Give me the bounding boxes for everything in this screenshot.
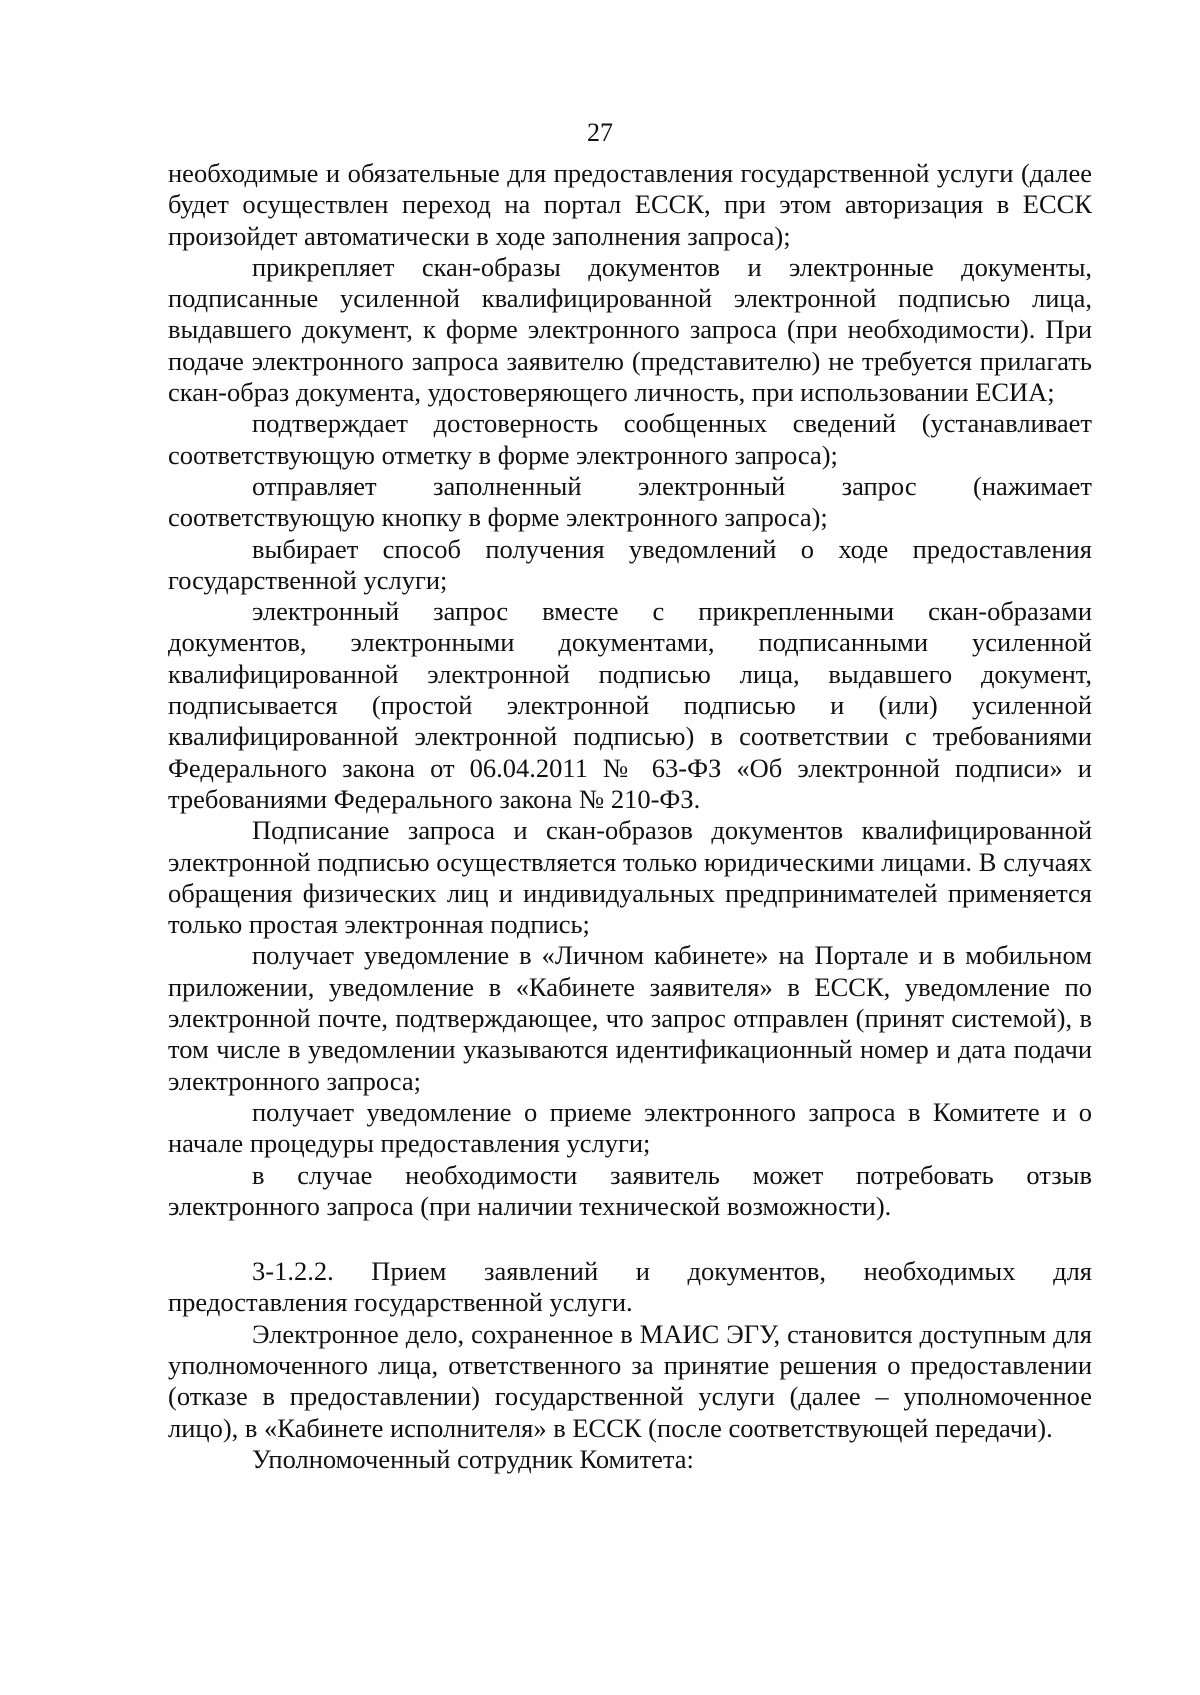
paragraph-attach-scans: прикрепляет скан-образы документов и электронные документы, подписанные усиленной квалифицированной электронной подписью лица, выдавшего документ, к форме электронного запроса (при необходимости). При подаче электронного запроса заявителю (представителю) не требуется прилагать скан-образ документа, удостоверяющего личность, при использовании ЕСИА; (168, 251, 1092, 408)
paragraph-electronic-case: Электронное дело, сохраненное в МАИС ЭГУ, становится доступным для уполномоченного лица, ответственного за принятие решения о предоставлении (отказе в предоставлении) государственной услуги (далее – уполномоченное лицо), в «Кабинете исполнителя» в ЕССК (после соответствующей передачи). (168, 1318, 1092, 1443)
page-number: 27 (587, 118, 613, 147)
paragraph-qualified-signature: Подписание запроса и скан-образов документов квалифицированной электронной подписью осуществляется только юридическими лицами. В случаях обращения физических лиц и индивидуальных предпринимателей применяется только простая электронная подпись; (168, 815, 1092, 940)
paragraph-continuation: необходимые и обязательные для предоставления государственной услуги (далее будет осуществлен переход на портал ЕССК, при этом авторизация в ЕССК произойдет автоматически в ходе заполнения запроса); (168, 158, 1092, 251)
paragraph-receive-notification: получает уведомление в «Личном кабинете» на Портале и в мобильном приложении, уведомление в «Кабинете заявителя» в ЕССК, уведомление по электронной почте, подтверждающее, что запрос отправлен (принят системой), в том числе в уведомлении указываются идентификационный номер и дата подачи электронного запроса; (168, 940, 1092, 1096)
paragraph-confirm-accuracy: подтверждает достоверность сообщенных сведений (устанавливает соответствующую отметку в форме электронного запроса); (168, 408, 1092, 470)
paragraph-withdrawal: в случае необходимости заявитель может потребовать отзыв электронного запроса (при наличии технической возможности). (168, 1159, 1092, 1221)
paragraph-signing: электронный запрос вместе с прикрепленными скан-образами документов, электронными документами, подписанными усиленной квалифицированной электронной подписью лица, выдавшего документ, подписывается (простой электронной подписью и (или) усиленной квалифицированной электронной подписью) в соответствии с требованиями Федерального закона от 06.04.2011 № 63-ФЗ «Об электронной подписи» и требованиями Федерального закона № 210-ФЗ. (168, 596, 1092, 814)
paragraph-send-request: отправляет заполненный электронный запрос (нажимает соответствующую кнопку в форме электронного запроса); (168, 470, 1092, 533)
paragraph-authorized-employee: Уполномоченный сотрудник Комитета: (252, 1443, 694, 1474)
section-heading-3-1-2-2: 3-1.2.2. Прием заявлений и документов, необходимых для предоставления государственной услуги. (168, 1256, 1092, 1318)
paragraph-receipt-notice: получает уведомление о приеме электронного запроса в Комитете и о начале процедуры предоставления услуги; (168, 1096, 1092, 1159)
document-body (168, 158, 1092, 1475)
paragraph-notification-method: выбирает способ получения уведомлений о ходе предоставления государственной услуги; (168, 533, 1092, 595)
